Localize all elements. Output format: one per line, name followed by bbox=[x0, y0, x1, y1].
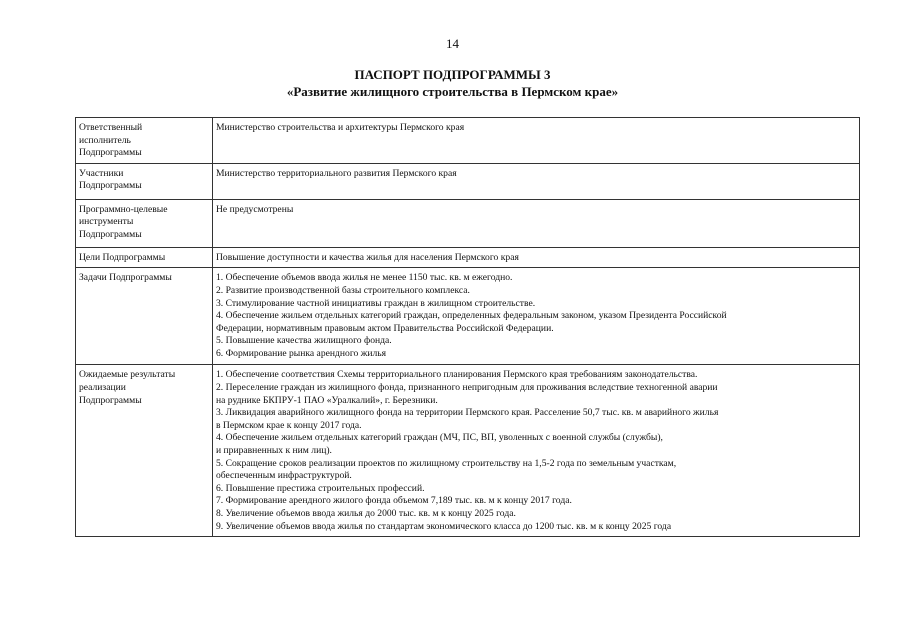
table-row bbox=[76, 268, 860, 365]
document-title bbox=[0, 66, 905, 100]
row-label-cell bbox=[76, 118, 213, 164]
task-item: 2. Развитие производственной базы строительного комплекса. bbox=[216, 284, 470, 296]
table-row bbox=[76, 199, 860, 247]
row-label: Подпрограммы bbox=[79, 228, 142, 240]
row-value-cell bbox=[213, 268, 860, 365]
row-label: Подпрограммы bbox=[79, 394, 142, 406]
row-label-cell bbox=[76, 365, 213, 537]
result-item: 6. Повышение престижа строительных профессий. bbox=[216, 482, 425, 494]
result-item: 7. Формирование арендного жилого фонда объемом 7,189 тыс. кв. м к концу 2017 года. bbox=[216, 495, 572, 507]
row-label: Задачи Подпрограммы bbox=[79, 272, 172, 284]
task-item: Федерации, нормативным правовым актом Правительства Российской Федерации. bbox=[216, 322, 554, 334]
result-item: 4. Обеспечение жильем отдельных категорий граждан (МЧ, ПС, ВП, уволенных с военной службы (службы), bbox=[216, 432, 663, 444]
result-item: обеспеченным инфраструктурой. bbox=[216, 470, 352, 482]
title-line-1: ПАСПОРТ ПОДПРОГРАММЫ 3 bbox=[354, 67, 551, 82]
row-value-cell bbox=[213, 365, 860, 537]
result-item: 1. Обеспечение соответствия Схемы территориального планирования Пермского края требованиям законодательства. bbox=[216, 369, 698, 381]
passport-table bbox=[75, 117, 860, 537]
result-item: 2. Переселение граждан из жилищного фонда, признанного непригодным для проживания вследствие техногенной аварии bbox=[216, 381, 718, 393]
result-item: в Пермском крае к концу 2017 года. bbox=[216, 419, 362, 431]
row-label-cell bbox=[76, 199, 213, 247]
table-row bbox=[76, 365, 860, 537]
title-line-2: «Развитие жилищного строительства в Пермском крае» bbox=[286, 84, 619, 99]
result-item: 8. Увеличение объемов ввода жилья до 2000 тыс. кв. м к концу 2025 года. bbox=[216, 507, 516, 519]
row-value: Не предусмотрены bbox=[216, 203, 294, 215]
row-label-cell bbox=[76, 163, 213, 199]
table-row bbox=[76, 247, 860, 268]
row-label: Ожидаемые результаты bbox=[79, 369, 176, 381]
result-item: и приравненных к ним лиц). bbox=[216, 444, 332, 456]
result-item: 3. Ликвидация аварийного жилищного фонда на территории Пермского края. Расселение 50,7 тыс. кв. м аварийного жилья bbox=[216, 407, 719, 419]
row-label-cell bbox=[76, 247, 213, 268]
row-value: Министерство территориального развития Пермского края bbox=[216, 167, 457, 179]
row-value-cell bbox=[213, 163, 860, 199]
task-item: 3. Стимулирование частной инициативы граждан в жилищном строительстве. bbox=[216, 297, 536, 309]
row-label: реализации bbox=[79, 381, 126, 393]
row-label: Программно-целевые bbox=[79, 203, 168, 215]
row-value: Министерство строительства и архитектуры Пермского края bbox=[216, 122, 465, 133]
row-value-cell bbox=[213, 199, 860, 247]
row-label: инструменты bbox=[79, 216, 134, 228]
row-label: Подпрограммы bbox=[79, 180, 142, 192]
table-row bbox=[76, 118, 860, 164]
row-value-cell bbox=[213, 118, 860, 164]
result-item: 9. Увеличение объемов ввода жилья по стандартам экономического класса до 1200 тыс. кв. м к концу 2025 года bbox=[216, 520, 672, 532]
row-label: Цели Подпрограммы bbox=[79, 251, 166, 263]
task-item: 6. Формирование рынка арендного жилья bbox=[216, 347, 387, 359]
row-value: Повышение доступности и качества жилья для населения Пермского края bbox=[216, 251, 519, 263]
row-label-cell bbox=[76, 268, 213, 365]
task-item: 4. Обеспечение жильем отдельных категорий граждан, определенных федеральным законом, указом Президента Российской bbox=[216, 310, 727, 322]
table-row bbox=[76, 163, 860, 199]
row-label: Ответственный bbox=[79, 122, 143, 133]
page-number: 14 bbox=[446, 36, 459, 51]
row-label: исполнитель bbox=[79, 134, 131, 146]
task-item: 5. Повышение качества жилищного фонда. bbox=[216, 335, 392, 347]
row-value-cell bbox=[213, 247, 860, 268]
result-item: 5. Сокращение сроков реализации проектов по жилищному строительству на 1,5-2 года по земельным участкам, bbox=[216, 457, 677, 469]
result-item: на руднике БКПРУ-1 ПАО «Уралкалий», г. Березники. bbox=[216, 394, 438, 406]
row-label: Участники bbox=[79, 167, 124, 179]
row-label: Подпрограммы bbox=[79, 147, 142, 159]
task-item: 1. Обеспечение объемов ввода жилья не менее 1150 тыс. кв. м ежегодно. bbox=[216, 272, 513, 284]
